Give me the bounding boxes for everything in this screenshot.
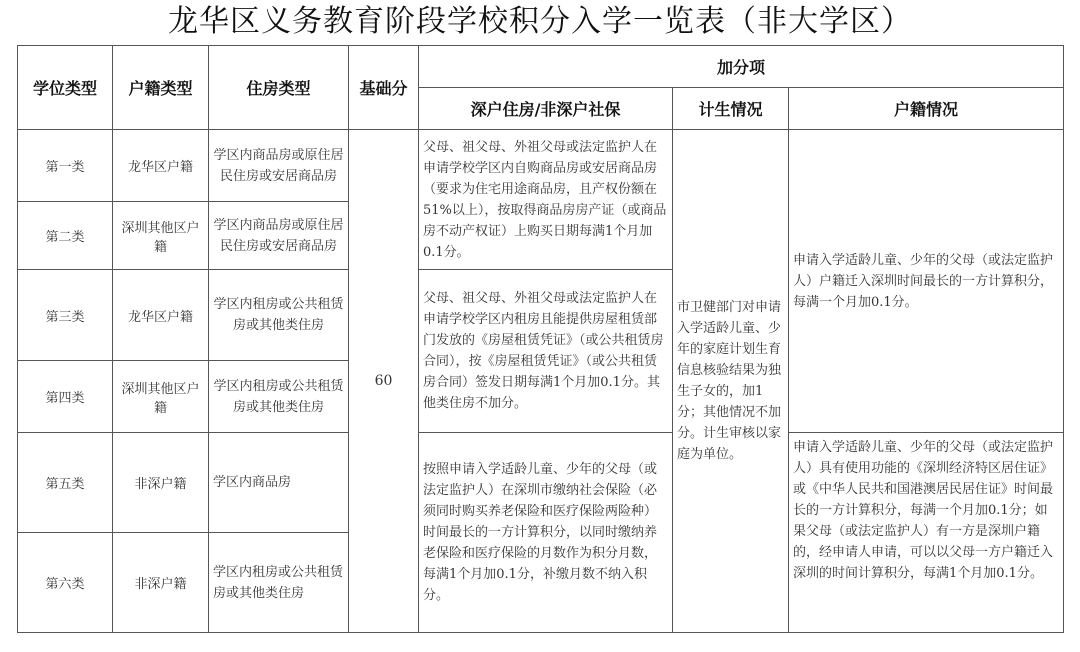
shenzhen-hukou-bonus: 申请入学适龄儿童、少年的父母（或法定监护人）户籍迁入深圳时间最长的一方计算积分，每满一个月加0.1分。: [789, 130, 1064, 433]
row-housing: 学区内商品房或原住居民住房或安居商品房: [209, 202, 349, 270]
row-category: 第四类: [18, 361, 113, 433]
social-insurance-bonus: 按照申请入学适龄儿童、少年的父母（或法定监护人）在深圳市缴纳社会保险（必须同时购买养老保险和医疗保险两险种）时间最长的一方计算积分，以同时缴纳养老保险和医疗保险的月数作为积分月数，每满1个月加0.1分，补缴月数不纳入积分。: [419, 433, 673, 633]
header-bonus: 加分项: [419, 46, 1064, 88]
row-housing: 学区内商品房或原住居民住房或安居商品房: [209, 130, 349, 202]
points-table: [17, 45, 1064, 633]
family-planning-bonus: 市卫健部门对申请入学适龄儿童、少年的家庭计划生育信息核验结果为独生子女的，加1分；其他情况不加分。计生审核以家庭为单位。: [673, 130, 789, 633]
row-hukou: 深圳其他区户籍: [113, 202, 209, 270]
row-housing: 学区内租房或公共租赁房或其他类住房: [209, 270, 349, 361]
row-housing: 学区内租房或公共租赁房或其他类住房: [209, 361, 349, 433]
row-housing: 学区内商品房: [209, 433, 349, 533]
row-category: 第三类: [18, 270, 113, 361]
page-title: 龙华区义务教育阶段学校积分入学一览表（非大学区）: [168, 4, 912, 39]
rented-housing-bonus: 父母、祖父母、外祖父母或法定监护人在申请学校学区内租房且能提供房屋租赁部门发放的《房屋租赁凭证》（或公共租赁房合同），按《房屋租赁凭证》（或公共租赁房合同）签发日期每满1个月加0.1分。其他类住房不加分。: [419, 270, 673, 433]
owned-housing-bonus: 父母、祖父母、外祖父母或法定监护人在申请学校学区内自购商品房或安居商品房（要求为住宅用途商品房，且产权份额在51%以上），按取得商品房房产证（或商品房不动产权证）上购买日期每满1个月加0.1分。: [419, 130, 673, 270]
table-row: [18, 433, 1064, 533]
header-base-score: 基础分: [349, 46, 419, 130]
row-category: 第一类: [18, 130, 113, 202]
row-category: 第五类: [18, 433, 113, 533]
header-hukou-type: 户籍类型: [113, 46, 209, 130]
header-hukou-status: 户籍情况: [789, 88, 1064, 130]
table-row: [18, 130, 1064, 202]
header-school-type: 学位类型: [18, 46, 113, 130]
row-hukou: 龙华区户籍: [113, 270, 209, 361]
row-hukou: 非深户籍: [113, 533, 209, 633]
row-category: 第二类: [18, 202, 113, 270]
header-family-planning: 计生情况: [673, 88, 789, 130]
row-hukou: 深圳其他区户籍: [113, 361, 209, 433]
row-housing: 学区内租房或公共租赁房或其他类住房: [209, 533, 349, 633]
header-housing-type: 住房类型: [209, 46, 349, 130]
row-hukou: 龙华区户籍: [113, 130, 209, 202]
non-shenzhen-hukou-bonus: 申请入学适龄儿童、少年的父母（或法定监护人）具有使用功能的《深圳经济特区居住证》或《中华人民共和国港澳居民居住证》时间最长的一方计算积分，每满一个月加0.1分；如果父母（或法定监护人）有一方是深圳户籍的，经申请人申请，可以以父母一方户籍迁入深圳的时间计算积分，每满1个月加0.1分。: [789, 433, 1064, 633]
row-hukou: 非深户籍: [113, 433, 209, 533]
header-housing-social: 深户住房/非深户社保: [419, 88, 673, 130]
row-category: 第六类: [18, 533, 113, 633]
base-score-cell: 60: [349, 130, 419, 633]
